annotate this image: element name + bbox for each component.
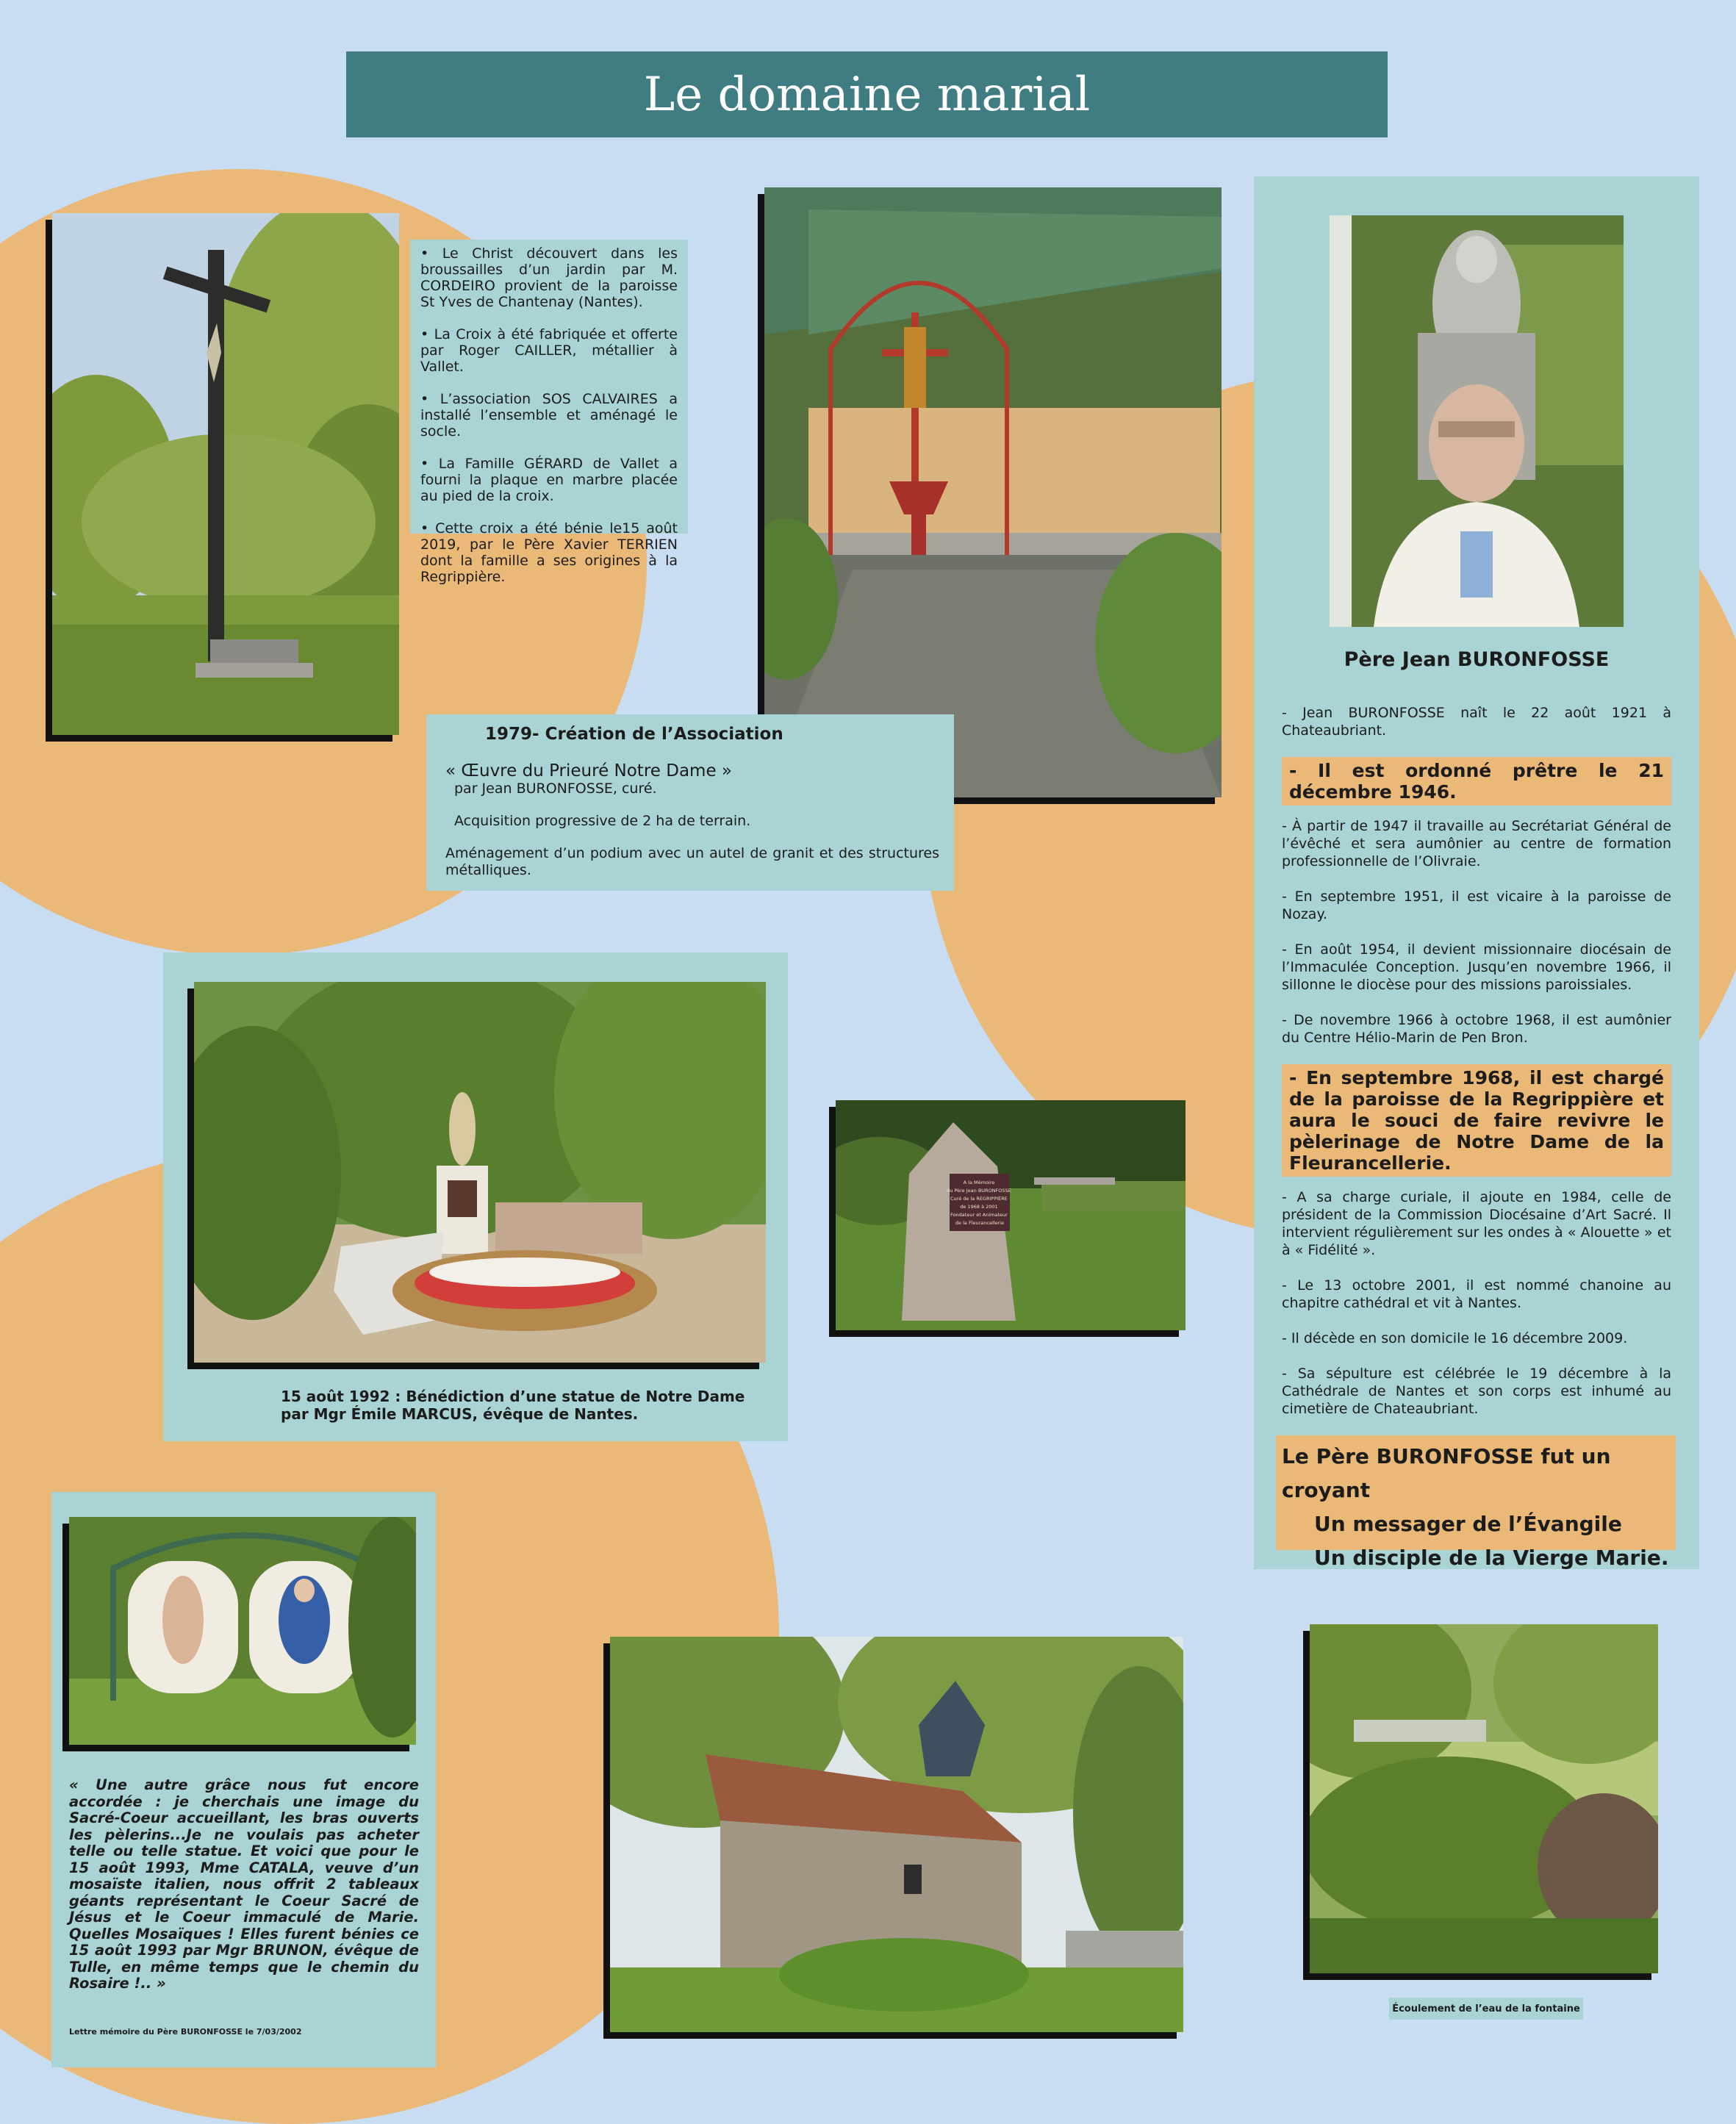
crucifix-photo xyxy=(52,213,399,735)
bio-item-2-highlight: - Il est ordonné prêtre le 21 décembre 1946. xyxy=(1282,757,1671,806)
bio-item-10: - Il décède en son domicile le 16 décembre 2009. xyxy=(1282,1330,1628,1346)
chapel-photo xyxy=(610,1637,1183,2032)
association-acquisition: Acquisition progressive de 2 ha de terrain. xyxy=(454,813,751,829)
cross-note-4: • La Famille GÉRARD de Vallet a fourni la plaque en marbre placée au pied de la croix. xyxy=(420,456,678,504)
association-heading: 1979- Création de l’Association xyxy=(485,725,783,744)
memorial-plaque-line-2: du Père Jean BURONFOSSE xyxy=(947,1188,1011,1194)
memorial-plaque-line-5: Fondateur et Animateur xyxy=(950,1212,1008,1218)
priest-portrait-photo xyxy=(1330,215,1624,627)
bio-name: Père Jean BURONFOSSE xyxy=(1344,648,1610,671)
bio-item-6: - De novembre 1966 à octobre 1968, il est aumônier du Centre Hélio-Marin de Pen Bron. xyxy=(1282,1012,1671,1046)
cross-note-1: • Le Christ découvert dans les broussailles d’un jardin par M. CORDEIRO provient de la paroisse St Yves de Chantenay (Nantes). xyxy=(420,245,678,310)
statue-caption-line-1: 15 août 1992 : Bénédiction d’une statue de Notre Dame xyxy=(281,1388,745,1405)
association-by: par Jean BURONFOSSE, curé. xyxy=(454,781,657,797)
cross-notes-panel xyxy=(410,240,688,585)
mosaics-photo xyxy=(69,1517,416,1745)
cross-note-3: • L’association SOS CALVAIRES a installé l’ensemble et aménagé le socle. xyxy=(420,391,678,439)
cross-note-5: • Cette croix a été bénie le15 août 2019, par le Père Xavier TERRIEN dont la famille a ses origines à la Regrippière. xyxy=(420,520,678,585)
statue-panel xyxy=(163,952,788,1441)
cross-note-2: • La Croix à été fabriquée et offerte par Roger CAILLER, métallier à Vallet. xyxy=(420,326,678,375)
statue-photo xyxy=(194,982,766,1363)
memorial-plaque-line-4: de 1968 à 2001 xyxy=(960,1204,998,1210)
bio-item-7-highlight: - En septembre 1968, il est chargé de la paroisse de la Regrippière et aura le souci de faire revivre le pèlerinage de Notre Dame de la Fleurancellerie. xyxy=(1282,1064,1671,1177)
quote-source: Lettre mémoire du Père BURONFOSSE le 7/03/2002 xyxy=(69,2027,302,2037)
memorial-stone-photo xyxy=(836,1100,1186,1330)
quote-panel xyxy=(51,1492,436,2067)
association-panel xyxy=(426,714,954,891)
bio-item-4: - En septembre 1951, il est vicaire à la paroisse de Nozay. xyxy=(1282,889,1671,922)
fountain-caption-box xyxy=(1389,1998,1583,2020)
association-name: « Œuvre du Prieuré Notre Dame » xyxy=(445,761,732,781)
quote-text: « Une autre grâce nous fut encore accordée : je cherchais une image du Sacré-Coeur accueillant, les bras ouverts les pèlerins...Je ne voulais pas acheter telle ou telle statue. Et voici que pour le 15 août 1993, Mme CATALA, veuve d’un mosaïste italien, nous offrit 2 tableaux géants représentant le Coeur Sacré de Jésus et le Coeur immaculé de Marie. Quelles Mosaïques ! Elles furent bénies ce 15 août 1993 par Mgr BRUNON, évêque de Tulle, en même temps que le chemin du Rosaire !.. » xyxy=(69,1776,419,1992)
bio-item-8: - A sa charge curiale, il ajoute en 1984, celle de président de la Commission Diocésaine d’Art Sacré. Il intervient régulièrement sur les ondes à « Alouette » et à « Fidélité ». xyxy=(1282,1189,1671,1258)
bio-item-1: - Jean BURONFOSSE naît le 22 août 1921 à Chateaubriant. xyxy=(1282,705,1671,739)
memorial-plaque-line-3: Curé de la REGRIPPIÈRE xyxy=(950,1196,1008,1202)
bio-item-5: - En août 1954, il devient missionnaire diocésain de l’Immaculée Conception. Jusqu’en novembre 1966, il sillonne le diocèse pour des missions paroissiales. xyxy=(1282,941,1671,993)
biography-panel xyxy=(1254,176,1699,1569)
title-bar xyxy=(346,51,1388,137)
memorial-plaque-line-6: de la Fleurancellerie xyxy=(955,1220,1005,1226)
memorial-plaque-line-1: A la Mémoire xyxy=(963,1180,995,1185)
page-title: Le domaine marial xyxy=(643,67,1091,122)
podium-photo xyxy=(764,187,1222,797)
bio-item-11: - Sa sépulture est célébrée le 19 décembre à la Cathédrale de Nantes et son corps est inhumé au cimetière de Chateaubriant. xyxy=(1282,1366,1671,1417)
bio-item-9: - Le 13 octobre 2001, il est nommé chanoine au chapitre cathédral et vit à Nantes. xyxy=(1282,1277,1671,1311)
fountain-caption: Écoulement de l’eau de la fontaine xyxy=(1392,2003,1580,2014)
statue-caption-line-2: par Mgr Émile MARCUS, évêque de Nantes. xyxy=(281,1405,639,1423)
bio-closing-line-3: Un disciple de la Vierge Marie. xyxy=(1314,1546,1669,1570)
fountain-photo xyxy=(1310,1624,1658,1973)
association-podium: Aménagement d’un podium avec un autel de granit et des structures métalliques. xyxy=(445,845,939,878)
bio-item-3: - À partir de 1947 il travaille au Secrétariat Général de l’évêché et sera aumônier au centre de formation professionnelle de l’Olivraie. xyxy=(1282,818,1671,869)
bio-closing-line-1: Le Père BURONFOSSE fut un croyant xyxy=(1282,1444,1611,1502)
bio-closing-box xyxy=(1276,1435,1676,1570)
bio-closing-line-2: Un messager de l’Évangile xyxy=(1314,1512,1622,1536)
